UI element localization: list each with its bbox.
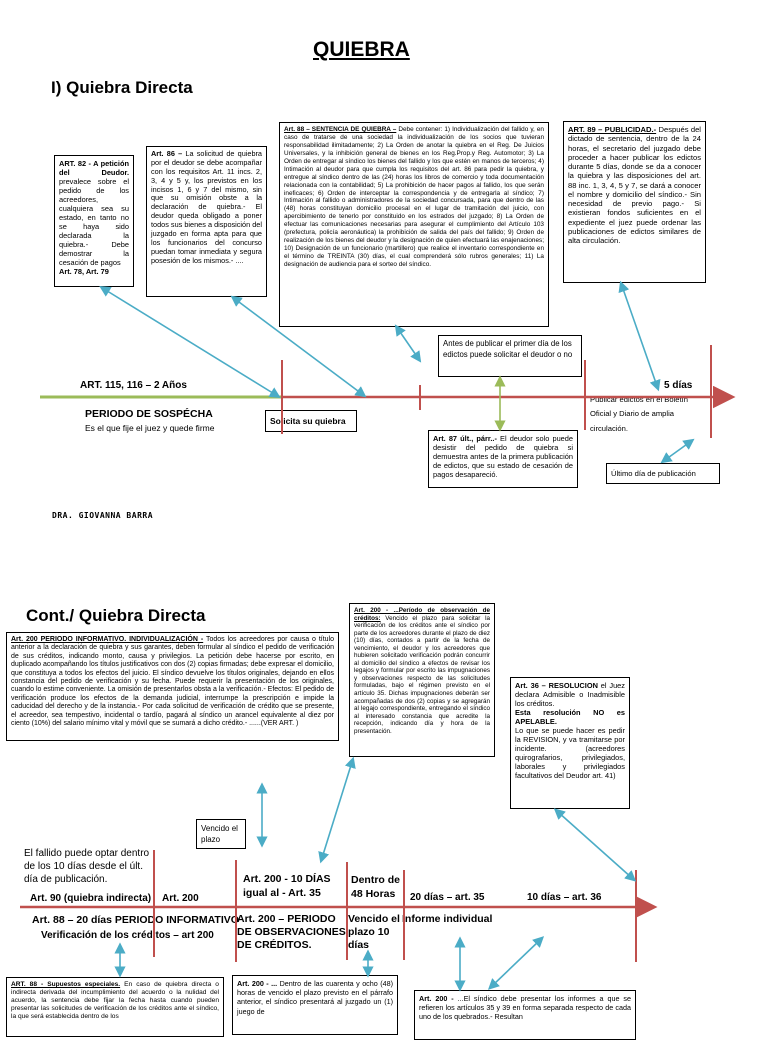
vencido-plazo-text: Vencido el plazo	[201, 824, 238, 845]
art87-heading: Art. 87 últ., párr..-	[433, 434, 497, 443]
art200-inf-heading: Art. 200 -	[419, 994, 454, 1003]
art82-refs: Art. 78, Art. 79	[59, 267, 109, 277]
art86-heading: Art. 86 –	[151, 149, 183, 158]
solicita-quiebra-text: Solicita su quiebra	[270, 416, 346, 426]
art200-info-body: Todos los acreedores por causa o título anterior a la declaración de quiebra y sus garantes, deben formular al síndico el pedido de verificación de sus créditos, indicando monto, causa y privilegios. La petición debe hacerse por escrito, en duplicado acompañando los títulos justificativos con dos (2) copias firmadas; debe expresar el domicilio, que constituya a todos los efectos del juicio. El síndico devuelve los títulos originales, dejando en ellos constancia del pedido de verificación y su fecha. Puede requerir la presentación de los originales, cuando lo estime conveniente. La omisión de presentarlos obsta a la verificación.- Efectos: El pedido de verificación produce los efectos de la demanda judicial, interrumpe la prescripción e impide la caducidad del derecho y de la instancia.- Por cada solicitud de verificación de crédito que se presente, el acreedor, sea tempestivo, incidental o tardío, pagará al síndico un arancel equivalente al diez por ciento (10%) del salario mínimo vital y móvil que se sumará a dicho crédito.- ......(VER ART. )	[11, 636, 334, 727]
art200-info-heading: Art. 200 PERIODO INFORMATIVO. INDIVIDUALIZACIÓN -	[11, 636, 204, 643]
art36-body3: Lo que se puede hacer es pedir la REVISION, y va tramitarse por incidente. (acreedores quirografarios, privilegiados, laborales y privilegiados facultativos del Deudor art. 41)	[515, 726, 625, 781]
verificacion-label: Verificación de los créditos – art 200	[41, 930, 214, 941]
section-title-text: I) Quiebra Directa	[51, 78, 193, 97]
arrow-ultimo	[665, 442, 690, 460]
arrow-art36	[558, 812, 632, 878]
periodo-obs-label: Art. 200 – PERIODO DE OBSERVACIONES DE CRÉDITOS.	[237, 913, 346, 952]
arrow-art86	[235, 299, 362, 394]
periodo-sospecha-sub: Es el que fije el juez y quede firme	[85, 423, 215, 433]
art86-body: La solicitud de quiebra por el deudor se debe acompañar con los requisitos Art. 11 incs. 2, 3, 4 y 5 y, los previstos en los incisos 1, 6 y 7 del mismo, sin que su omisión obste a la declaración de quiebra.- El deudor queda obligado a poner todos sus bienes a disposición del juzgado en forma apta para que los funcionarios del concurso puedan tomar inmediata y segura posesión de los mismos.- ....	[151, 149, 262, 265]
section2-title-text: Cont./ Quiebra Directa	[26, 606, 206, 625]
art88-body: Debe contener: 1) Individualización del fallido y, en caso de tratarse de una sociedad la individualización de los socios que tuvieran responsabilidad ilimitadamente; 2) La Orden de anotar la quiebra en el Reg. De Juicios Universales, y la inhibición general de bienes en los Reg.Prop.y Reg. Automotor; 3) La Orden de entregar al síndico los bienes del fallido y los que estén en manos de terceros; 4) Intimación al deudor para que cumpla los requisitos del art. 86 para pedir la quiebra, y entregue al síndico dentro de las (24) horas los libros de comercio y toda documentación relacionada con la contabilidad; 5) La prohibición de hacer pagos al fallido, los que serán ineficaces; 6) Orden de interceptar la correspondencia y de entregarla al síndico; 7) Intimación al fallido o administradores de la sociedad concursada, para que dentro de las (48) horas constituyan domicilio procesal en el lugar de tramitación del juicio, con apercibimiento de tenerlo por constituido en los estrados del juzgado; 8) La Orden de efectuar las comunicaciones necesarias para asegurar el cumplimiento del Artículo 103 (prefectura, policía aeronáutica) la prohibición de salida del país del fallido; 9) Orden de realización de los bienes del deudor y la designación de quien efectuará las enajenaciones; 10) Designación de un funcionario (martillero) que realice el inventario correspondiente en el término de TREINTA (30) días, el cual comprenderá sólo rubros generales; 11) La designación de audiencia para el sorteo del síndico.	[284, 126, 544, 268]
page-title: QUIEBRA	[313, 38, 410, 61]
art200-48-body: Dentro de las cuarenta y ocho (48) horas de vencido el plazo previsto en el párrafo anterior, el síndico presentará al juzgado un (1) juego de	[237, 979, 394, 1016]
art87-body: El deudor solo puede desistir del pedido de quiebra si demuestra antes de la primera publicación de edictos, que su estado de cesación de pagos desapareció.	[433, 434, 574, 480]
informe-label: Informe individual	[402, 913, 493, 925]
art200-inf-body: ...El síndico debe presentar los informes a que se refieren los artículos 35 y 39 en forma separada respecto de cada uno de los quebrados.- Resultan	[419, 994, 631, 1022]
signature: DRA. GIOVANNA BARRA	[52, 511, 154, 520]
art88-heading: Art. 88 – SENTENCIA DE QUIEBRA –	[284, 126, 397, 133]
timeline-right-label: 5 días	[664, 380, 693, 391]
arrow-art89	[622, 286, 657, 386]
vencido-10-label: Vencido el plazo 10 días	[348, 913, 400, 952]
timeline-left-label: ART. 115, 116 – 2 Años	[80, 380, 187, 391]
antes-publicar-text: Antes de publicar el primer día de los edictos puede solicitar el deudor o no	[443, 339, 573, 359]
arrow-informe-2	[492, 940, 540, 986]
art89-body: Después del dictado de sentencia, dentro de la 24 horas, el secretario del juzgado debe proceder a hacer publicar los edictos durante 5 días, donde se da a conocer la quiebra y las disposiciones del art. 88 inc. 1, 3, 4, 5 y 7, se dará a conocer el nombre y domicilio del síndico.- Sin necesidad de previo pago.- Si existieran fondos suficientes en el expediente el juez puede ordenar las publicaciones de edictos similares de alta circulación.	[568, 125, 701, 245]
art200-10dias-label: Art. 200 - 10 DÍAS igual al - Art. 35	[243, 873, 331, 900]
art88-sup-body: En caso de quiebra directa o indirecta derivada del incumplimiento del acuerdo o la nulidad del acuerdo, la sentencia debe fijar la fecha hasta cuando pueden presentar las solicitudes de verificación de los créditos ante el síndico, la que será establecida dentro de los	[11, 981, 219, 1021]
art36-body2: Esta resolución NO es APELABLE.	[515, 708, 625, 727]
art88-20dias-label: Art. 88 – 20 días PERIODO INFORMATIVO	[32, 914, 239, 926]
art200-obs-heading: Art. 200 - ...Período de observación de créditos:	[354, 607, 490, 622]
art90-label: Art. 90 (quiebra indirecta)	[30, 893, 152, 904]
arrow-art82	[104, 289, 276, 395]
dias10-label: 10 días – art. 36	[527, 892, 602, 903]
art36-body1: el Juez declara Admisible o Inadmisible los créditos.	[515, 681, 625, 709]
art200-48-heading: Art. 200 - ...	[237, 979, 278, 988]
art200-obs-body: Vencido el plazo para solicitar la verificación de los créditos ante el síndico por parte de los acreedores durante el plazo de diez (10) días, contados a partir de la fecha de vencimiento, el deudor y los acreedores que hubieren solicitado verificación podrán concurrir al domicilio del síndico a efectos de revisar los legajos y formular por escrito las impugnaciones y observaciones respecto de las solicitudes formuladas, bajo el régimen previsto en el artículo 35. Dichas impugnaciones deberán ser acompañadas de dos (2) copias y se agregarán al legajo correspondiente, entregando el síndico al interesado constancia que acredite la recepción, indicando día y hora de la presentación.	[354, 614, 490, 735]
ultimo-dia-text: Último día de publicación	[611, 469, 696, 478]
arrow-art200-obs	[322, 762, 352, 858]
periodo-sospecha-title: PERIODO DE SOSPÉCHA	[85, 408, 213, 420]
publicar-edictos-text: Publicar edictos en el Boletín Oficial y Diario de amplia circulación.	[590, 395, 688, 433]
art82-body: prevalece sobre el pedido de los acreedores, cualquiera sea su estado, en tanto no se haya sido declarada la quiebra.- Debe demostrar la cesación de pagos	[59, 177, 129, 268]
dias20-label: 20 días – art. 35	[410, 892, 485, 903]
dentro-48-label: Dentro de 48 Horas	[351, 874, 401, 900]
art36-heading: Art. 36 – RESOLUCION	[515, 681, 598, 690]
arrow-art88	[398, 329, 418, 358]
art88-sup-heading: ART. 88 - Supuestos especiales.	[11, 981, 121, 988]
art82-heading: ART. 82 - A petición del Deudor.	[59, 159, 129, 178]
art89-heading: ART. 89 – PUBLICIDAD.-	[568, 125, 657, 134]
art200-label: Art. 200	[162, 893, 199, 904]
fallido-optar-text: El fallido puede optar dentro de los 10 días desde el últ. día de publicación.	[24, 848, 150, 885]
